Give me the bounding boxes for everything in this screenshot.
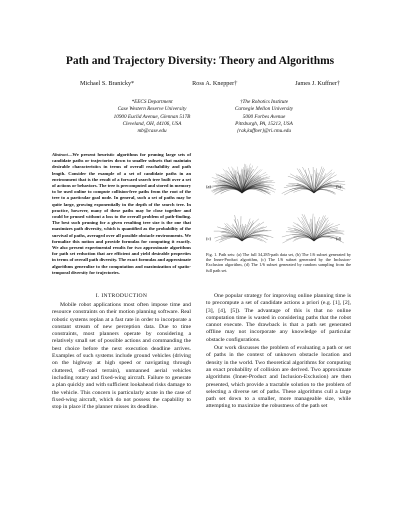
author-1: Michael S. Branicky* — [80, 80, 135, 87]
subfigure-label-a: (a) — [206, 184, 211, 189]
path-fan-d — [282, 214, 344, 243]
author-3: James J. Kuffner† — [295, 80, 340, 87]
affiliation-line: 5000 Forbes Avenue — [242, 113, 286, 120]
author-list — [80, 80, 340, 87]
path-set-figure — [206, 150, 351, 248]
path-curve — [314, 190, 335, 195]
affiliation-line: 10900 Euclid Avenue, Glennan 517B — [113, 113, 191, 120]
affiliation-line: Pittsburgh, PA, 15213, USA — [235, 120, 293, 127]
introduction-text — [52, 302, 191, 411]
paper-title: Path and Trajectory Diversity: Theory and Algorithms — [65, 55, 335, 67]
right-column-text — [206, 293, 351, 412]
figure-1 — [206, 150, 351, 248]
figure-caption: Fig. 1. Path sets: (a) The full 34,285-path data set, (b) The 1/6 subset generated by the Inner-Product algorithm, (c) The 1/6 subset generated by the Inclusion-Exclusion algorithm, (d) The 1/6 subset generated by random sampling from the full path set. — [206, 252, 351, 273]
affiliation-line: Carnegie Mellon University — [234, 106, 294, 113]
path-fan-a — [207, 164, 276, 195]
affiliation-line: Cleveland, OH, 44106, USA — [122, 120, 182, 127]
affiliation-2 — [214, 99, 314, 135]
subfigure-label-b: (b) — [336, 184, 342, 189]
affiliation-line: Case Western Reserve University — [117, 106, 187, 113]
path-fan-b — [282, 167, 346, 196]
affiliation-name: *EECS Department — [131, 99, 173, 105]
path-curve — [282, 187, 314, 193]
path-curve — [216, 236, 243, 241]
abstract-body: We present heuristic algorithms for pruning large sets of candidate paths or trajectories down to smaller subsets that maintain desirable characteristics in terms of overall reachability and path length. Consider the example of a set of candidate paths in an environment that is the result of a forward search tree built over a set of actions or behaviors. The tree is precomputed and stored in memory to be used online to compute collision-free paths from the root of the tree to a particular goal node. In general, such a set of paths may be quite large, growing exponentially in the depth of the search tree. In practice, however, many of these paths may be close together and could be pruned without a loss to the overall problem of path-finding. The best such pruning for a given resulting tree size is the one that maximizes path diversity, which is quantified as the probability of the survival of paths, averaged over all possible obstacle environments. We formalize this notion and provide formulas for computing it exactly. We also present experimental results for two approximate algorithms for path set reduction that are efficient and yield desirable properties in terms of overall path diversity. The exact formulas and approximate algorithms generalize to the computation and maximization of spatio-temporal diversity for trajectories. — [52, 152, 191, 275]
affiliation-email: mb@case.edu — [137, 128, 167, 135]
paragraph: Mobile robot applications most often impose time and resource constraints on their motion planning software. Real robotic systems replan at a fast rate in order to incorporate a constant stream of new perception data. Due to time constraints, most planners operate by considering a relatively small set of possible actions and commanding the best choice before the next execution deadline arrives. Examples of such systems include ground vehicles (driving on the highway at high speed or navigating through cluttered, off-road terrain), unmanned aerial vehicles including rotary and fixed-wing aircraft. Failure to generate a plan quickly and with sufficient lookahead risks damage to the vehicle. This concern is particularly acute in the case of fixed-wing aircraft, which do not possess the capability to stop in place if the planner misses its deadline. — [52, 302, 191, 411]
affiliation-1 — [96, 99, 208, 135]
affiliation-email: {rak,kuffner}@ri.cmu.edu — [236, 128, 291, 135]
abstract — [52, 152, 191, 276]
section-title-introduction: I. INTRODUCTION — [95, 293, 148, 299]
abstract-lead: Abstract— — [52, 152, 73, 157]
path-curve — [284, 188, 314, 195]
path-fan-c — [214, 215, 273, 243]
paragraph: Our work discusses the problem of evaluating a path or set of paths in the context of unknown obstacle location and density in the world. Two theoretical algorithms for computing an exact probability of collision are derived. Two approximate algorithms (Inner-Product and Inclusion-Exclusion) are then presented, which provide a tractable solution to the problem of selecting a diverse set of paths. These algorithms cull a large path set down to a smaller, more manageable size, while attempting to maximize the robustness of the path set — [206, 345, 351, 410]
author-2: Ross A. Knepper† — [192, 80, 238, 87]
subfigure-label-c: (c) — [206, 236, 211, 241]
paragraph: One popular strategy for improving online planning time is to precompute a set of candidate actions a priori (e.g. [1], [2], [3], [4], [5]). The advantage of this is that no online computation time is wasted in considering paths that the robot cannot execute. The drawback is that a path set generated offline may not incorporate any knowledge of particular obstacle configurations. — [206, 293, 351, 343]
subfigure-label-d: (d) — [336, 236, 342, 241]
affiliation-name: †The Robotics Institute — [239, 99, 289, 105]
